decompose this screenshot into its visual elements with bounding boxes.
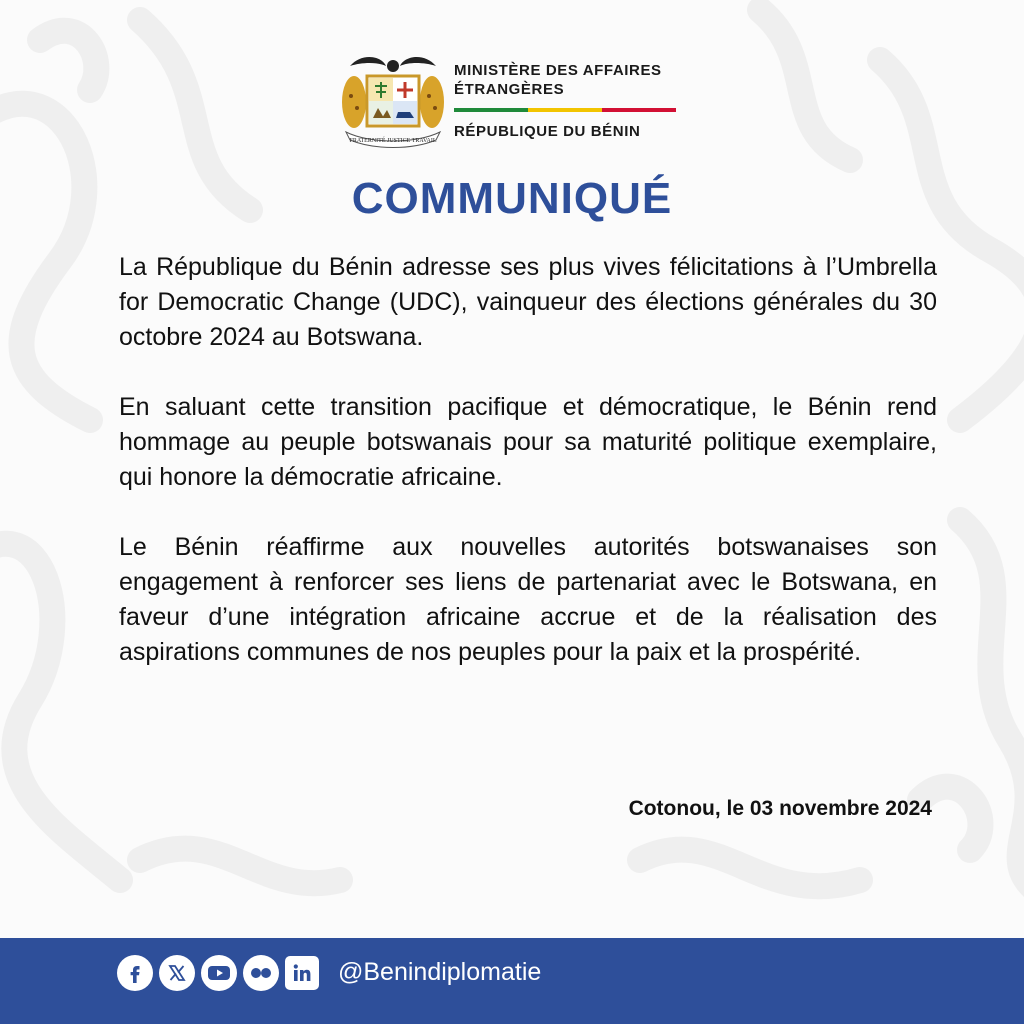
ministry-name-line1: MINISTÈRE DES AFFAIRES: [454, 62, 662, 79]
flag-yellow-segment: [528, 108, 602, 112]
paragraph: La République du Bénin adresse ses plus vives félicitations à l’Umbrella for Democratic Change (UDC), vainqueur des élections générales du 30 octobre 2024 au Botswana.: [119, 253, 937, 351]
communique-body: [119, 250, 937, 705]
svg-text:FRATERNITÉ JUSTICE TRAVAIL: FRATERNITÉ JUSTICE TRAVAIL: [349, 138, 437, 144]
flag-green-segment: [454, 108, 528, 112]
coat-of-arms-icon: [340, 52, 446, 148]
social-icons: [117, 955, 325, 991]
ministry-name-line2: ÉTRANGÈRES: [454, 81, 565, 98]
flag-colors-bar: [454, 108, 676, 112]
linkedin-icon[interactable]: [285, 956, 319, 990]
paragraph: Le Bénin réaffirme aux nouvelles autorités botswanaises son engagement à renforcer ses liens de partenariat avec le Botswana, en faveur d’une intégration africaine accrue et de la réalisation des aspirations communes de nos peuples pour la paix et la prospérité.: [119, 533, 937, 666]
facebook-icon[interactable]: [117, 955, 153, 991]
republic-name: RÉPUBLIQUE DU BÉNIN: [454, 123, 641, 140]
social-handle[interactable]: @Benindiplomatie: [338, 958, 542, 986]
ministry-header: [340, 52, 700, 152]
place-and-date: Cotonou, le 03 novembre 2024: [628, 797, 932, 820]
flag-red-segment: [602, 108, 676, 112]
x-icon[interactable]: [159, 955, 195, 991]
paragraph: En saluant cette transition pacifique et démocratique, le Bénin rend hommage au peuple botswanais pour sa maturité politique exemplaire, qui honore la démocratie africaine.: [119, 393, 937, 491]
ministry-name: [454, 61, 662, 99]
flickr-icon[interactable]: [243, 955, 279, 991]
youtube-icon[interactable]: [201, 955, 237, 991]
page-title: COMMUNIQUÉ: [351, 174, 673, 223]
